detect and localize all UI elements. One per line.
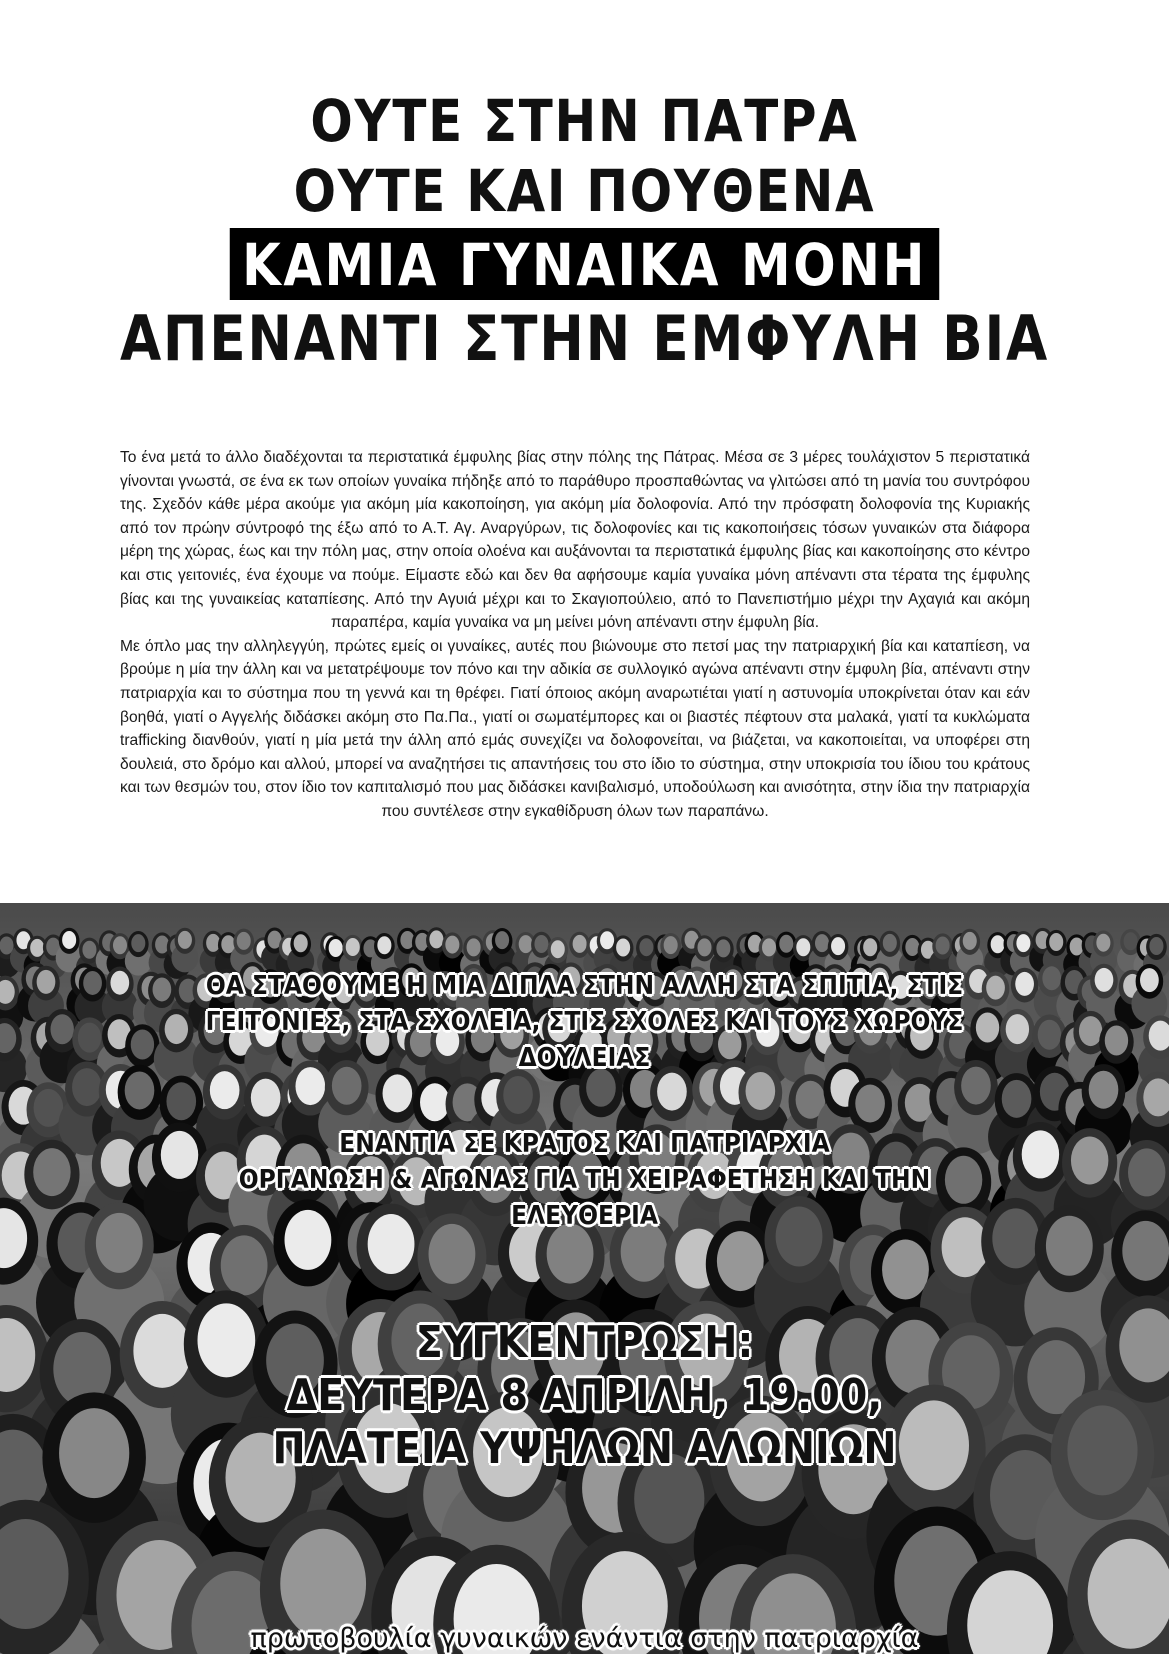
body-paragraph-1: Το ένα μετά το άλλο διαδέχονται τα περιστατικά έμφυλης βίας στην πόλης της Πάτρας. Μέσα σε 3 μέρες τουλάχιστον 5 περιστατικά γίνονται γνωστά, σε ένα εκ των οποίων γυναίκα πήδηξε από το παράθυρο προσπαθώντας να γλιτώσει από τη μανία του συντρόφου της. Σχεδόν κάθε μέρα ακούμε για ακόμη μία κακοποίηση, για ακόμη μία δολοφονία. Από την πρόσφατη δολοφονία της Κυριακής από τον πρώην σύντροφό της έξω από το Α.Τ. Αγ. Αναργύρων, τις δολοφονίες και τις κακοποιήσεις τόσων γυναικών στα διάφορα μέρη της χώρας, έως και την πόλη μας, στην οποία ολοένα και αυξάνονται τα περιστατικά έμφυλης βίας και κακοποίησης στο κέντρο και στις γειτονιές, ένα έχουμε να πούμε. Είμαστε εδώ και δεν θα αφήσουμε καμία γυναίκα μόνη απέναντι στα τέρατα της έμφυλης βίας και της γυναικείας καταπίεσης. Από την Αγυιά μέχρι και το Σκαγιοπούλειο, από το Πανεπιστήμιο μέχρι την Αχαγιά και ακόμη παραπέρα, καμία γυναίκα να μη μείνει μόνη απέναντι στην έμφυλη βία. (120, 449, 1030, 632)
slogan-line-1: ΕΝΑΝΤΙΑ ΣΕ ΚΡΑΤΟΣ ΚΑΙ ΠΑΤΡΙΑΡΧΙΑ (339, 1129, 830, 1159)
headline-line-2: ΟΥΤΕ ΚΑΙ ΠΟΥΘΕΝΑ (293, 157, 876, 225)
headline (0, 86, 1169, 374)
slogan-line-3: ΕΛΕΥΘΕΡΙΑ (511, 1201, 658, 1231)
slogan-statement (0, 1126, 1169, 1234)
event-place: ΠΛΑΤΕΙΑ ΥΨΗΛΩΝ ΑΛΩΝΙΩΝ (272, 1423, 897, 1474)
solidarity-line-3: ΔΟΥΛΕΙΑΣ (518, 1043, 651, 1073)
slogan-line-2: ΟΡΓΑΝΩΣΗ & ΑΓΩΝΑΣ ΓΙΑ ΤΗ ΧΕΙΡΑΦΕΤΗΣΗ ΚΑΙ ΤΗΝ (238, 1165, 931, 1195)
solidarity-statement (0, 968, 1169, 1076)
organizer-signature: πρωτοβουλία γυναικών ενάντια στην πατριαρχία (250, 1623, 919, 1654)
body-paragraph-2: Με όπλο μας την αλληλεγγύη, πρώτες εμείς οι γυναίκες, αυτές που βιώνουμε στο πετσί μας την πατριαρχική βία και καταπίεση, να βρούμε η μία την άλλη και να μετατρέψουμε τον πόνο και την αδικία σε συλλογικό αγώνα απέναντι στην έμφυλη βία, απέναντι στην πατριαρχία και το σύστημα που τη γεννά και τη θρέφει. Γιατί όποιος ακόμη αναρωτιέται γιατί η αστυνομία υποκρίνεται όταν και εάν βοηθά, γιατί ο Αγγελής διδάσκει ακόμη στο Πα.Πα., γιατί οι σωματέμπορες και οι βιαστές πέφτουν στα μαλακά, γιατί τα κυκλώματα trafficking διανθούν, γιατί η μία μετά την άλλη από εμάς συνεχίζει να δολοφονείται, να βιάζεται, να κακοποιείται, να υποφέρει στη δουλειά, στο δρόμο και αλλού, μπορεί να αναζητήσει τις απαντήσεις του στο ίδιο το σύστημα, στην υποκρισία του ίδιου του κράτους και των θεσμών του, στον ίδιο τον καπιταλισμό που μας διδάσκει κανιβαλισμό, υποδούλωση και ανισότητα, στην ίδια την πατριαρχία που συντέλεσε στην εγκαθίδρυση όλων των παραπάνω. (120, 637, 1030, 820)
solidarity-line-1: ΘΑ ΣΤΑΘΟΥΜΕ Η ΜΙΑ ΔΙΠΛΑ ΣΤΗΝ ΑΛΛΗ ΣΤΑ ΣΠΙΤΙΑ, ΣΤΙΣ (205, 971, 964, 1001)
headline-line-3-wrap (82, 226, 1087, 304)
event-datetime: ΔΕΥΤΕΡΑ 8 ΑΠΡΙΛΗ, 19.00, (286, 1370, 883, 1421)
solidarity-line-2: ΓΕΙΤΟΝΙΕΣ, ΣΤΑ ΣΧΟΛΕΙΑ, ΣΤΙΣ ΣΧΟΛΕΣ ΚΑΙ ΤΟΥΣ ΧΩΡΟΥΣ (205, 1007, 964, 1037)
headline-line-3: ΚΑΜΙΑ ΓΥΝΑΙΚΑ ΜΟΝΗ (230, 228, 939, 300)
headline-line-4: ΑΠΕΝΑΝΤΙ ΣΤΗΝ ΕΜΦΥΛΗ ΒΙΑ (119, 302, 1050, 375)
event-title: ΣΥΓΚΕΝΤΡΩΣΗ: (415, 1317, 754, 1368)
event-announcement (0, 1316, 1169, 1475)
headline-line-1: ΟΥΤΕ ΣΤΗΝ ΠΑΤΡΑ (310, 87, 859, 155)
body-text (120, 446, 1030, 824)
